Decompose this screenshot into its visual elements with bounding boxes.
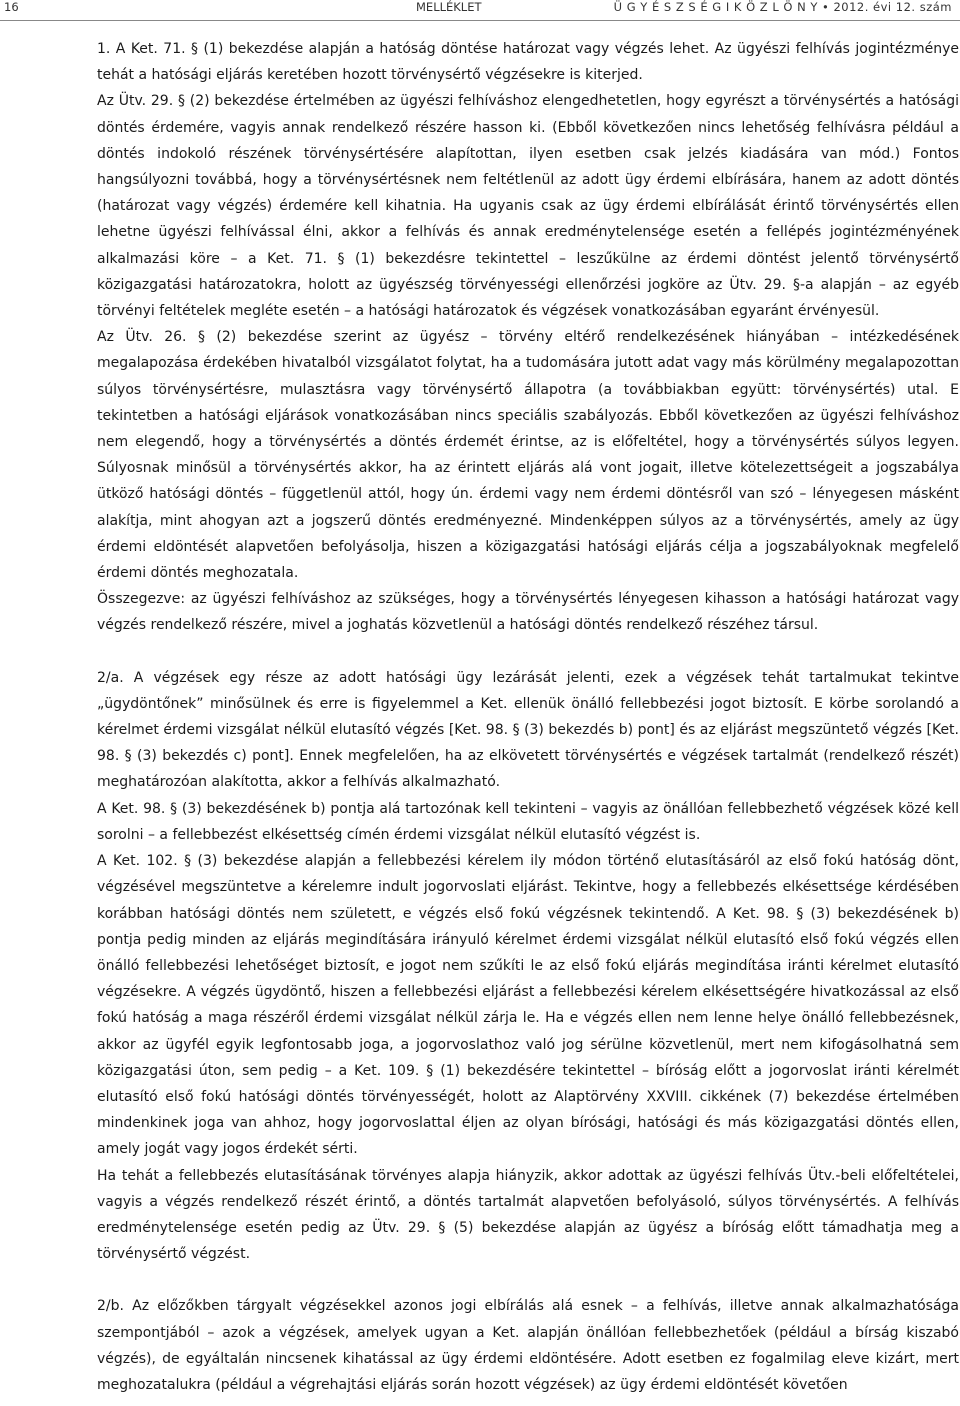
- document-body: [97, 36, 959, 1398]
- paragraph-ket-102: A Ket. 102. § (3) bekezdése alapján a fellebbezési kérelem ily módon történő elutasításáról az első fokú hatóság dönt, végzésével megszüntetve a kérelemre indult jogorvoslati eljárást. Tekintve, hogy a fellebbezés elkésettsége kérdésében korábban hatósági döntés nem született, e végzés első fokú végzésnek tekintendő. A Ket. 98. § (3) bekezdésének b) pontja pedig minden az eljárás megindítására irányuló kérelmet érdemi vizsgálat nélkül elutasító első fokú végzés ellen önálló fellebbezési lehetőséget biztosít, e jogot nem szűkíti le az első fokú eljárás megindítása iránti kérelmet elutasító végzésekre. A végzés ügydöntő, hiszen a fellebbezési eljárást a fellebbezési kérelem elkésettségére hivatkozással az első fokú hatóság a maga részéről érdemi vizsgálat nélkül zárja le. Ha e végzés ellen nem lenne helye önálló fellebbezésnek, akkor az ügyfél egyik legfontosabb joga, a jogorvoslathoz való jog sérülne közvetlenül, mert nem kifogásolhatná sem közigazgatási úton, sem pedig – a Ket. 109. § (1) bekezdésére tekintettel – bíróság előtt a jogorvoslat iránti kérelmét elutasító első fokú hatósági döntés törvényességét, holott az Alaptörvény XXVIII. cikkének (7) bekezdése értelmében mindenkinek joga van ahhoz, hogy jogorvoslattal éljen az olyan bírósági, hatósági és más közigazgatási döntés ellen, amely jogát vagy jogos érdekét sérti.: [97, 853, 959, 1158]
- paragraph-ket-98: A Ket. 98. § (3) bekezdésének b) pontja alá tartozónak kell tekinteni – vagyis az önállóan fellebbezhető végzések közé kell sorolni – a fellebbezést elkésettség címén érdemi vizsgálat nélkül elutasító végzést is.: [97, 800, 959, 843]
- page-number: 16: [4, 0, 19, 14]
- paragraph-conclusion: Ha tehát a fellebbezés elutasításának törvényes alapja hiányzik, akkor adottak az ügyészi felhívás Ütv.-beli előfeltételei, vagyis a végzés rendelkező részét érintő, a döntés tartalmát alapvetően befolyásoló, súlyos törvénysértés. A felhívás eredménytelensége esetén pedig az Ütv. 29. § (5) bekezdése alapján az ügyész a bíróság előtt támadhatja meg a törvénysértő végzést.: [97, 1167, 959, 1263]
- paragraph-2b: 2/b. Az előzőkben tárgyalt végzésekkel azonos jogi elbírálás alá esnek – a felhívás, illetve annak alkalmazhatósága szempontjából – azok a végzések, amelyek ugyan a Ket. alapján önállóan fellebbezhetőek (például a bírság kiszabó végzés), de egyáltalán nincsenek kihatással az ügy érdemi eldöntésére. Adott esetben ez fogalmilag eleve kizárt, mert meghozatalukra (például a végrehajtási eljárás során hozott végzések) az ügy érdemi eldöntését követően: [97, 1298, 959, 1393]
- paragraph-utv-26: Az Ütv. 26. § (2) bekezdése szerint az ügyész – törvény eltérő rendelkezésének hiányában – intézkedésének megalapozása érdekében hivatalból vizsgálatot folytat, ha a tudomására jutott adat vagy más körülmény megalapozottan súlyos törvénysértésre, mulasztásra vagy törvénysértő állapotra (a továbbiakban együtt: törvénysértés) utal. E tekintetben a hatósági eljárások vonatkozásában nincs speciális szabályozás. Ebből következően az ügyészi felhíváshoz nem elegendő, hogy a törvénysértés a döntés érdemét érintse, az is előfeltétel, hogy a törvénysértés súlyos legyen. Súlyosnak minősül a törvénysértés akkor, ha az érintett eljárás alá vont jogait, illetve kötelezettségeit a jogszabálya ütköző hatósági döntés – függetlenül attól, hogy ún. érdemi vagy nem érdemi döntésről van szó – lényegesen másként alakítja, mint ahogyan azt a jogszerű döntés eredményezné. Mindenképpen súlyos az a törvénysértés, amely az ügy érdemi eldöntését alapvetően befolyásolja, hiszen a közigazgatási hatósági eljárás célja a jogszabályoknak megfelelő érdemi döntés meghozatala.: [97, 329, 959, 582]
- paragraph-utv-29: Az Ütv. 29. § (2) bekezdése értelmében az ügyészi felhíváshoz elengedhetetlen, hogy egyrészt a törvénysértés a hatósági döntés érdemére, vagyis annak rendelkező részére hasson ki. (Ebből következően nincs lehetőség felhívásra például a döntés indokoló részének törvénysértésére alapítottan, ilyen esetben csak jelzés kiadására van mód.) Fontos hangsúlyozni továbbá, hogy a törvénysértésnek nem feltétlenül az adott ügy érdemi elbírására, hanem az adott döntés (határozat vagy végzés) érdemére kell kihatnia. Ha ugyanis csak az ügy érdemi elbírálását érintő törvénysértés ellen lehetne ügyészi felhívással élni, akkor a felhívás és annak eredménytelensége esetén a fellépés jogintézményének alkalmazási köre – a Ket. 71. § (1) bekezdésre tekintettel – leszűkülne az érdemi döntést jelentő törvénysértő közigazgatási határozatokra, holott az ügyészség törvényességi ellenőrzési jogköre az Ütv. 29. §-a alapján – az egyéb törvényi feltételek megléte esetén – a hatósági határozatok és végzések vonatkozásában egyaránt érvényesül.: [97, 93, 959, 320]
- header-divider: [0, 20, 960, 21]
- paragraph-summary: Összegezve: az ügyészi felhíváshoz az szükséges, hogy a törvénysértés lényegesen kihasson a hatósági határozat vagy végzés rendelkező részére, mivel a joghatás közvetlenül a hatósági döntés rendelkező részéhez társul.: [97, 591, 959, 634]
- paragraph-ket-71: 1. A Ket. 71. § (1) bekezdése alapján a hatóság döntése határozat vagy végzés lehet. Az ügyészi felhívás jogintézménye tehát a hatósági eljárás keretében hozott törvénysértő végzésekre is kiterjed.: [97, 41, 959, 84]
- page-header: [0, 0, 960, 22]
- section-title: MELLÉKLET: [416, 0, 482, 14]
- journal-title: Ü G Y É S Z S É G I K Ö Z L Ö N Y • 2012. évi 12. szám: [613, 0, 952, 14]
- paragraph-2a: 2/a. A végzések egy része az adott hatósági ügy lezárását jelenti, ezek a végzések tehát tartalmukat tekintve „ügydöntőnek” minősülnek és erre is figyelemmel a Ket. ellenük önálló fellebbezési jogot biztosít. E körbe sorolandó a kérelmet érdemi vizsgálat nélkül elutasító végzés [Ket. 98. § (3) bekezdés b) pont] és az eljárást megszüntető végzés [Ket. 98. § (3) bekezdés c) pont]. Ennek megfelelően, ha az elkövetett törvénysértés e végzések tartalmát (rendelkező részét) meghatározóan alakította, akkor a felhívás alkalmazható.: [97, 669, 959, 791]
